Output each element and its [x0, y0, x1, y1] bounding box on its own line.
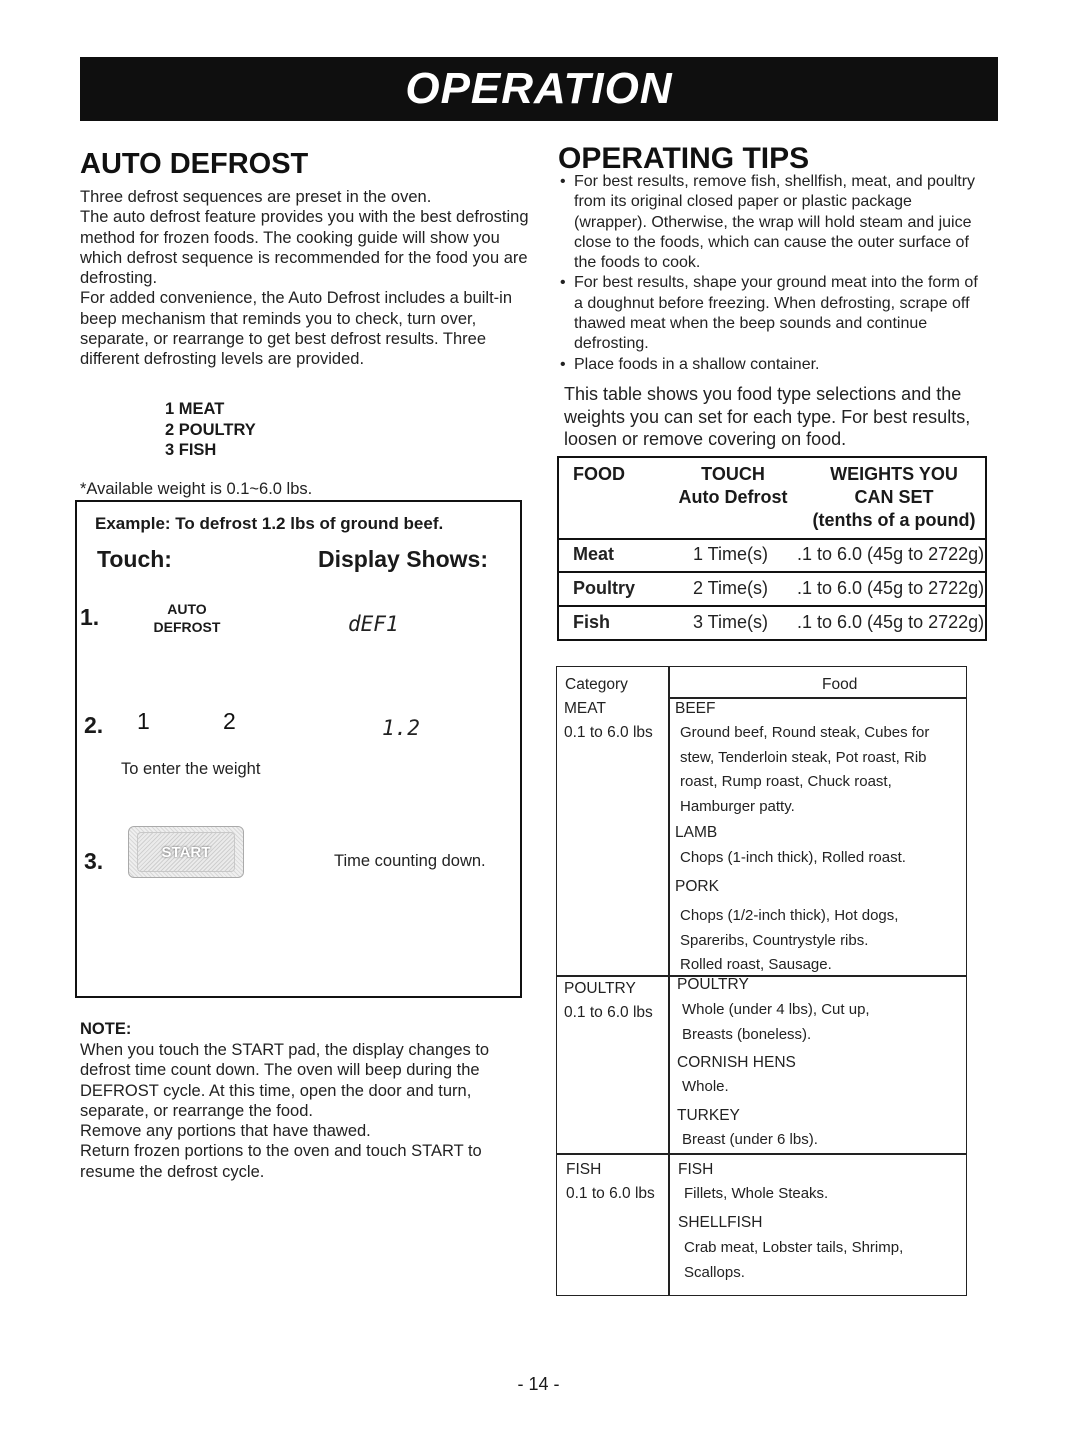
example-title: Example: To defrost 1.2 lbs of ground beef.	[95, 514, 444, 533]
col-header-touch	[668, 463, 798, 509]
category-range: 0.1 to 6.0 lbs	[564, 724, 653, 741]
food-items	[684, 1236, 903, 1285]
table-cell-food: Meat	[573, 544, 615, 564]
table-cell-weights: .1 to 6.0 (45g to 2722g)	[797, 544, 985, 564]
food-line: stew, Tenderloin steak, Pot roast, Rib	[680, 748, 927, 766]
food-line: Ground beef, Round steak, Cubes for	[680, 724, 930, 741]
food-items	[682, 998, 870, 1047]
col-header-food: Food	[822, 676, 858, 693]
tips-list	[558, 172, 988, 375]
category-name: FISH	[566, 1161, 602, 1178]
food-items	[680, 846, 906, 871]
header-line: WEIGHTS YOU	[830, 464, 958, 484]
category-name: MEAT	[564, 700, 606, 717]
note-line: When you touch the START pad, the display changes to defrost time count down. The oven will beep during the DEFROST cycle. At this time, open the door and turn, separate, or rearrange the food.	[80, 1041, 490, 1120]
start-pad	[128, 826, 244, 878]
table-rule	[557, 605, 987, 607]
start-pad-label: START	[137, 832, 235, 872]
page-number: - 14 -	[517, 1374, 560, 1394]
category-range: 0.1 to 6.0 lbs	[566, 1185, 655, 1202]
food-line: Spareribs, Countrystyle ribs.	[680, 931, 869, 949]
note-line: Return frozen portions to the oven and touch START to resume the defrost cycle.	[80, 1142, 482, 1181]
level-item: 2 POULTRY	[165, 420, 256, 439]
intro-paragraph: Three defrost sequences are preset in the oven.	[80, 188, 432, 206]
col-header-food: FOOD	[573, 464, 625, 484]
banner-title: OPERATION	[405, 64, 673, 113]
food-items	[680, 721, 929, 819]
pad-label: DEFROST	[153, 619, 221, 635]
table-cell-weights: .1 to 6.0 (45g to 2722g)	[797, 612, 985, 632]
intro-paragraph: For added convenience, the Auto Defrost includes a built-in beep mechanism that reminds you to check, turn over, separate, or rearrange to get best defrost results. Three different defrosting levels are provided.	[80, 289, 513, 369]
category-range: 0.1 to 6.0 lbs	[564, 1004, 653, 1021]
food-line: Hamburger patty.	[680, 797, 795, 815]
available-weight-note: *Available weight is 0.1~6.0 lbs.	[80, 480, 313, 498]
food-group: FISH	[678, 1161, 714, 1178]
table-rule	[557, 538, 987, 540]
food-group: LAMB	[675, 824, 718, 841]
touch-heading: Touch:	[97, 546, 172, 572]
table-intro: This table shows you food type selections and the weights you can set for each type. For best results, loosen or remove covering on food.	[564, 384, 971, 449]
auto-defrost-heading: AUTO DEFROST	[80, 148, 309, 180]
food-line: Chops (1/2-inch thick), Hot dogs,	[680, 907, 899, 924]
auto-defrost-intro	[80, 187, 530, 370]
defrost-levels-list	[165, 399, 256, 461]
food-line: Crab meat, Lobster tails, Shrimp,	[684, 1239, 904, 1256]
food-line: Rolled roast, Sausage.	[680, 956, 832, 973]
section-banner	[80, 57, 998, 121]
example-box	[75, 500, 522, 998]
food-line: Scallops.	[684, 1263, 745, 1281]
table-cell-touch: 1 Time(s)	[693, 544, 769, 564]
step-number: 3.	[84, 848, 104, 874]
table-cell-weights: .1 to 6.0 (45g to 2722g)	[797, 578, 985, 598]
table-rule	[556, 1153, 967, 1155]
step-caption: To enter the weight	[121, 760, 261, 778]
food-line: Whole.	[682, 1078, 729, 1095]
tip-item: • For best results, remove fish, shellfish, meat, and poultry from its original closed paper or plastic package (wrapper). Otherwise, the wrap will hold steam and juice close to the foods, which can cause the outer surface of the foods to cook.	[558, 172, 988, 273]
food-group: CORNISH HENS	[677, 1054, 796, 1071]
display-readout: 1.2	[382, 716, 420, 740]
pad-label: AUTO	[167, 601, 207, 617]
food-line: Fillets, Whole Steaks.	[684, 1185, 829, 1202]
table-rule	[557, 571, 987, 573]
table-cell-touch: 2 Time(s)	[693, 578, 769, 598]
food-group: TURKEY	[677, 1107, 740, 1124]
note-body	[80, 1040, 530, 1182]
header-line: Auto Defrost	[678, 487, 788, 507]
food-line: Breasts (boneless).	[682, 1025, 812, 1043]
food-items	[682, 1075, 729, 1100]
operating-tips-heading: OPERATING TIPS	[558, 142, 810, 175]
food-items	[682, 1128, 818, 1153]
food-group: PORK	[675, 878, 719, 895]
food-group: POULTRY	[677, 976, 749, 993]
display-heading: Display Shows:	[318, 546, 488, 572]
step-number: 1.	[80, 604, 100, 630]
level-item: 3 FISH	[165, 441, 217, 459]
tip-item: • For best results, shape your ground meat into the form of a doughnut before freezing. When defrosting, scrape off thawed meat when the beep sounds and continue defrosting.	[558, 273, 988, 354]
intro-paragraph: The auto defrost feature provides you with the best defrosting method for frozen foods. The cooking guide will show you which defrost sequence is recommended for the food you are defrosting.	[80, 208, 529, 288]
number-pad-1: 1	[137, 708, 150, 734]
col-header-category: Category	[565, 676, 628, 693]
header-line: (tenths of a pound)	[812, 510, 976, 530]
note-line: Remove any portions that have thawed.	[80, 1122, 371, 1141]
table-cell-food: Fish	[573, 612, 611, 632]
category-name: POULTRY	[564, 980, 636, 997]
food-items	[680, 904, 898, 978]
food-line: Chops (1-inch thick), Rolled roast.	[680, 849, 906, 866]
level-item: 1 MEAT	[165, 400, 225, 418]
col-header-weights	[808, 463, 980, 532]
number-pad-2: 2	[223, 708, 236, 734]
header-line: CAN SET	[854, 487, 934, 507]
auto-defrost-pad	[142, 600, 232, 636]
table-divider	[668, 666, 670, 1296]
food-group: SHELLFISH	[678, 1214, 763, 1231]
food-line: Whole (under 4 lbs), Cut up,	[682, 1001, 870, 1018]
note-heading: NOTE:	[80, 1020, 132, 1038]
tip-item: • Place foods in a shallow container.	[558, 355, 988, 375]
table-cell-touch: 3 Time(s)	[693, 612, 769, 632]
food-line: roast, Rump roast, Chuck roast,	[680, 773, 892, 790]
header-line: TOUCH	[701, 464, 765, 484]
food-group: BEEF	[675, 700, 716, 717]
display-readout: Time counting down.	[334, 852, 486, 870]
step-number: 2.	[84, 712, 104, 738]
display-readout: dEF1	[348, 612, 399, 636]
food-items	[684, 1182, 828, 1207]
food-line: Breast (under 6 lbs).	[682, 1131, 818, 1148]
table-cell-food: Poultry	[573, 578, 636, 598]
